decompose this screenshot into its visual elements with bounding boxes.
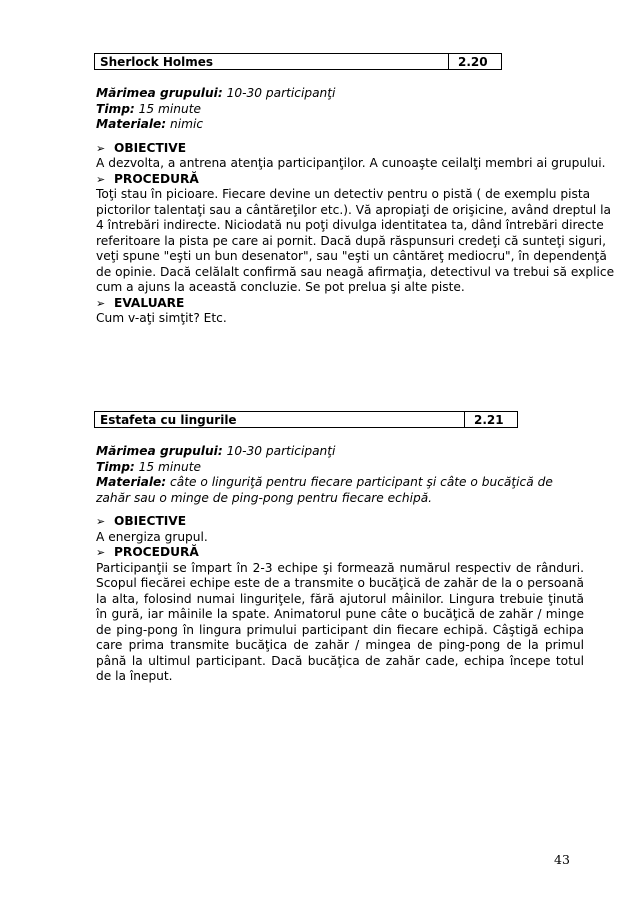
procedure-text [96, 187, 615, 296]
activity-code: 2.20 [458, 55, 488, 69]
procedure-text: Participanţii se împart în 2-3 echipe şi formează numărul respectiv de rânduri. Scopul fiecărei echipe este de a transmite o bucăţică de zahăr de la o persoană la alta, folosind numai linguriţele, fără ajutorul mâinilor. Lingura trebuie ţinută în gură, iar mâinile la spate. Animatorul pune câte o bucăţică de zahăr / minge de ping-pong în lingura primului participant din fiecare echipă. Câştigă echipa care prima transmite bucăţica de zahăr / mingea de ping-pong de la primul până la ultimul participant. Dacă bucăţica de zahăr cade, echipa începe totul de la îneput. [96, 560, 584, 683]
objectives-text: A energiza grupul. [96, 529, 208, 544]
materials-label: Materiale: [96, 117, 167, 131]
evaluation-heading: ➢ EVALUARE [96, 295, 185, 310]
group-size-label: Mărimea grupului: [96, 86, 223, 100]
activity-sherlock-holmes [96, 86, 615, 327]
arrow-bullet-icon: ➢ [96, 515, 106, 528]
materials-value: câte o linguriţă pentru fiecare participant şi câte o bucăţică de zahăr sau o minge de ping-pong pentru fiecare echipă. [96, 475, 553, 505]
arrow-bullet-icon: ➢ [96, 296, 106, 310]
arrow-bullet-icon: ➢ [96, 172, 106, 186]
page-number: 43 [554, 852, 570, 867]
materials-label: Materiale: [96, 475, 167, 489]
time-value: 15 minute [134, 459, 202, 474]
activity-title-box [94, 53, 502, 70]
materials-value: nimic [166, 117, 204, 131]
materials [96, 475, 584, 506]
materials [96, 117, 584, 133]
time-label: Timp: [96, 101, 135, 116]
procedure-line: referitoare la pista pe care ai pornit. Dacă după răspunsuri credeţi că sunteţi siguri, [96, 233, 606, 248]
group-size [96, 444, 584, 460]
evaluation-text: Cum v-aţi simţit? Etc. [96, 311, 227, 325]
procedure-line: veţi spune "eşti un bun desenator", sau "eşti un cântăreţ mediocru", în dependenţă [96, 249, 607, 263]
time-value: 15 minute [134, 101, 202, 116]
procedure-line: de opinie. Dacă celălalt confirmă sau neagă afirmaţia, detectivul va trebui să explice [96, 264, 615, 279]
group-size-value: 10-30 participanţi [222, 86, 336, 100]
procedure-line: pictorilor talentaţi sau a cântăreţilor etc.). Vă apropiaţi de orişicine, având dreptul la [96, 202, 611, 217]
activity-title-box [94, 411, 518, 428]
group-size [96, 86, 584, 102]
objectives-heading: ➢ OBIECTIVE [96, 140, 187, 155]
activity-title: Sherlock Holmes [95, 54, 449, 69]
activity-code: 2.21 [474, 413, 504, 427]
arrow-bullet-icon: ➢ [96, 141, 106, 155]
objectives-heading: ➢ OBIECTIVE [96, 514, 187, 528]
procedure-line: Toţi stau în picioare. Fiecare devine un detectiv pentru o pistă ( de exemplu pista [96, 187, 591, 201]
procedure-heading: ➢ PROCEDURĂ [96, 545, 199, 559]
activity-title: Estafeta cu lingurile [95, 412, 465, 427]
time [96, 460, 584, 476]
activity-estafeta-cu-lingurile [96, 444, 584, 685]
group-size-label: Mărimea grupului: [96, 444, 223, 458]
procedure-heading: ➢ PROCEDURĂ [96, 171, 199, 186]
procedure-line: 4 întrebări indirecte. Niciodată nu poţi divulga identitatea ta, dând întrebări directe [96, 218, 604, 232]
time-label: Timp: [96, 459, 135, 474]
arrow-bullet-icon: ➢ [96, 546, 106, 559]
procedure-line: cum a ajuns la această concluzie. Se pot prelua şi alte piste. [96, 280, 465, 294]
time [96, 102, 584, 118]
group-size-value: 10-30 participanţi [222, 444, 336, 458]
objectives-text: A dezvolta, a antrena atenţia participanţilor. A cunoaşte ceilalţi membri ai grupului. [96, 156, 606, 170]
